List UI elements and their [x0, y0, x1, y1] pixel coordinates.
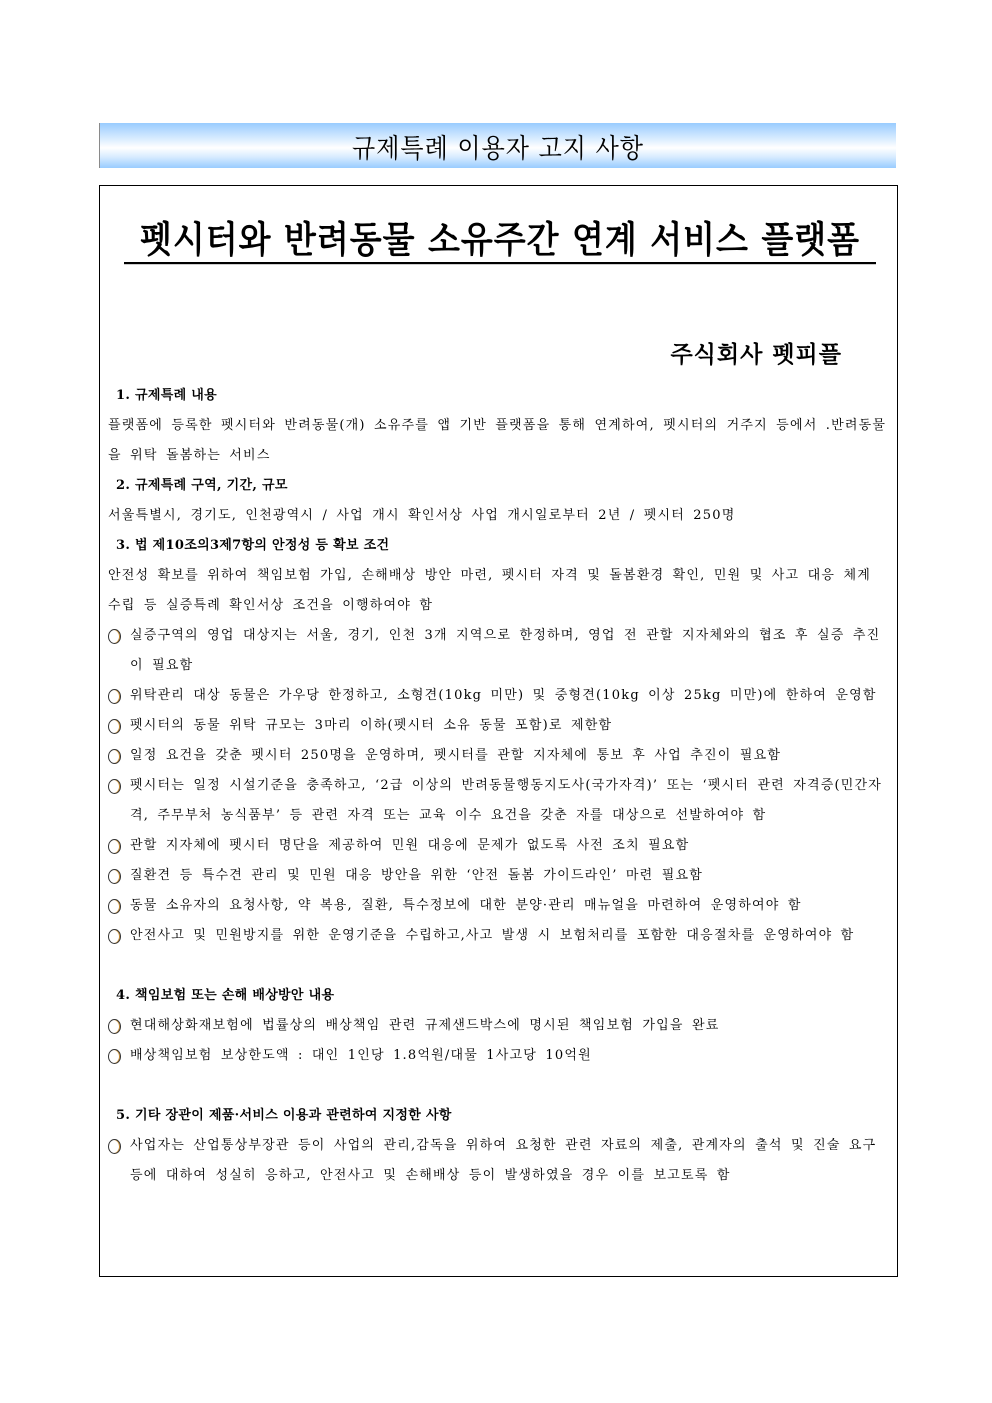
list-item — [108, 891, 890, 921]
circle-bullet-icon — [108, 869, 121, 884]
list-item-text: 관할 지자체에 펫시터 명단을 제공하여 민원 대응에 문제가 없도록 사전 조치 필요함 — [130, 838, 690, 853]
list-item — [108, 711, 890, 741]
document-box — [99, 185, 898, 1277]
spacer — [108, 1071, 890, 1101]
list-item — [108, 681, 890, 711]
company-name: 주식회사 펫피플 — [670, 342, 842, 368]
document-title: 펫시터와 반려동물 소유주간 연계 서비스 플랫폼 — [124, 218, 876, 264]
circle-bullet-icon — [108, 689, 121, 704]
section-2-heading: 2. 규제특례 구역, 기간, 규모 — [116, 478, 288, 493]
list-item-text: 실증구역의 영업 대상지는 서울, 경기, 인천 3개 지역으로 한정하며, 영업 전 관할 지자체와의 협조 후 실증 추진이 필요함 — [130, 628, 881, 673]
banner-title: 규제특례 이용자 고지 사항 — [352, 132, 644, 164]
list-item-text: 동물 소유자의 요청사항, 약 복용, 질환, 특수정보에 대한 분양·관리 매뉴얼을 마련하여 운영하여야 함 — [130, 898, 802, 913]
section-4-heading: 4. 책임보험 또는 손해 배상방안 내용 — [116, 988, 335, 1003]
list-item-text: 사업자는 산업통상부장관 등이 사업의 관리,감독을 위하여 요청한 관련 자료의 제출, 관계자의 출석 및 진술 요구 등에 대하여 성실히 응하고, 안전사고 및 손해배상 등이 발생하였을 경우 이를 보고토록 함 — [130, 1138, 877, 1183]
circle-bullet-icon — [108, 899, 121, 914]
list-item-text: 배상책임보험 보상한도액 : 대인 1인당 1.8억원/대물 1사고당 10억원 — [130, 1048, 592, 1063]
list-item-text: 위탁관리 대상 동물은 가우당 한정하고, 소형견(10kg 미만) 및 중형견(10kg 이상 25kg 미만)에 한하여 운영함 — [130, 688, 877, 703]
circle-bullet-icon — [108, 1019, 121, 1034]
section-2-paragraph: 서울특별시, 경기도, 인천광역시 / 사업 개시 확인서상 사업 개시일로부터 2년 / 펫시터 250명 — [108, 508, 736, 523]
document-content — [108, 381, 890, 1191]
list-item-text: 안전사고 및 민원방지를 위한 운영기준을 수립하고,사고 발생 시 보험처리를 포함한 대응절차를 운영하여야 함 — [130, 928, 855, 943]
list-item-text: 펫시터는 일정 시설기준을 충족하고, ‘2급 이상의 반려동물행동지도사(국가자격)’ 또는 ‘펫시터 관련 자격증(민간자격, 주무부처 농식품부’ 등 관련 자격 또는 교육 이수 요건을 갖춘 자를 대상으로 선발하여야 함 — [130, 778, 883, 823]
circle-bullet-icon — [108, 779, 121, 794]
list-item — [108, 771, 890, 831]
section-3-paragraph: 안전성 확보를 위하여 책임보험 가입, 손해배상 방안 마련, 펫시터 자격 및 돌봄환경 확인, 민원 및 사고 대응 체계 수립 등 실증특례 확인서상 조건을 이행하여야 함 — [108, 568, 871, 613]
circle-bullet-icon — [108, 629, 121, 644]
circle-bullet-icon — [108, 749, 121, 764]
section-1-heading: 1. 규제특례 내용 — [116, 388, 217, 403]
list-item — [108, 1011, 890, 1041]
circle-bullet-icon — [108, 1139, 121, 1154]
list-item — [108, 831, 890, 861]
circle-bullet-icon — [108, 929, 121, 944]
section-3-heading: 3. 법 제10조의3제7항의 안정성 등 확보 조건 — [116, 538, 390, 553]
list-item — [108, 1131, 890, 1191]
section-5-heading: 5. 기타 장관이 제품·서비스 이용과 관련하여 지정한 사항 — [116, 1108, 452, 1123]
circle-bullet-icon — [108, 1049, 121, 1064]
list-item — [108, 1041, 890, 1071]
list-item-text: 펫시터의 동물 위탁 규모는 3마리 이하(펫시터 소유 동물 포함)로 제한함 — [130, 718, 613, 733]
list-item-text: 질환견 등 특수견 관리 및 민원 대응 방안을 위한 ‘안전 돌봄 가이드라인’ 마련 필요함 — [130, 868, 703, 883]
list-item — [108, 861, 890, 891]
list-item-text: 현대해상화재보험에 법률상의 배상책임 관련 규제샌드박스에 명시된 책임보험 가입을 완료 — [130, 1018, 720, 1033]
list-item — [108, 741, 890, 771]
spacer — [108, 951, 890, 981]
list-item — [108, 921, 890, 951]
section-1-paragraph: 플랫폼에 등록한 펫시터와 반려동물(개) 소유주를 앱 기반 플랫폼을 통해 연계하여, 펫시터의 거주지 등에서 .반려동물을 위탁 돌봄하는 서비스 — [108, 418, 887, 463]
circle-bullet-icon — [108, 719, 121, 734]
notice-banner — [99, 123, 896, 168]
circle-bullet-icon — [108, 839, 121, 854]
list-item-text: 일정 요건을 갖춘 펫시터 250명을 운영하며, 펫시터를 관할 지자체에 통보 후 사업 추진이 필요함 — [130, 748, 782, 763]
list-item — [108, 621, 890, 681]
